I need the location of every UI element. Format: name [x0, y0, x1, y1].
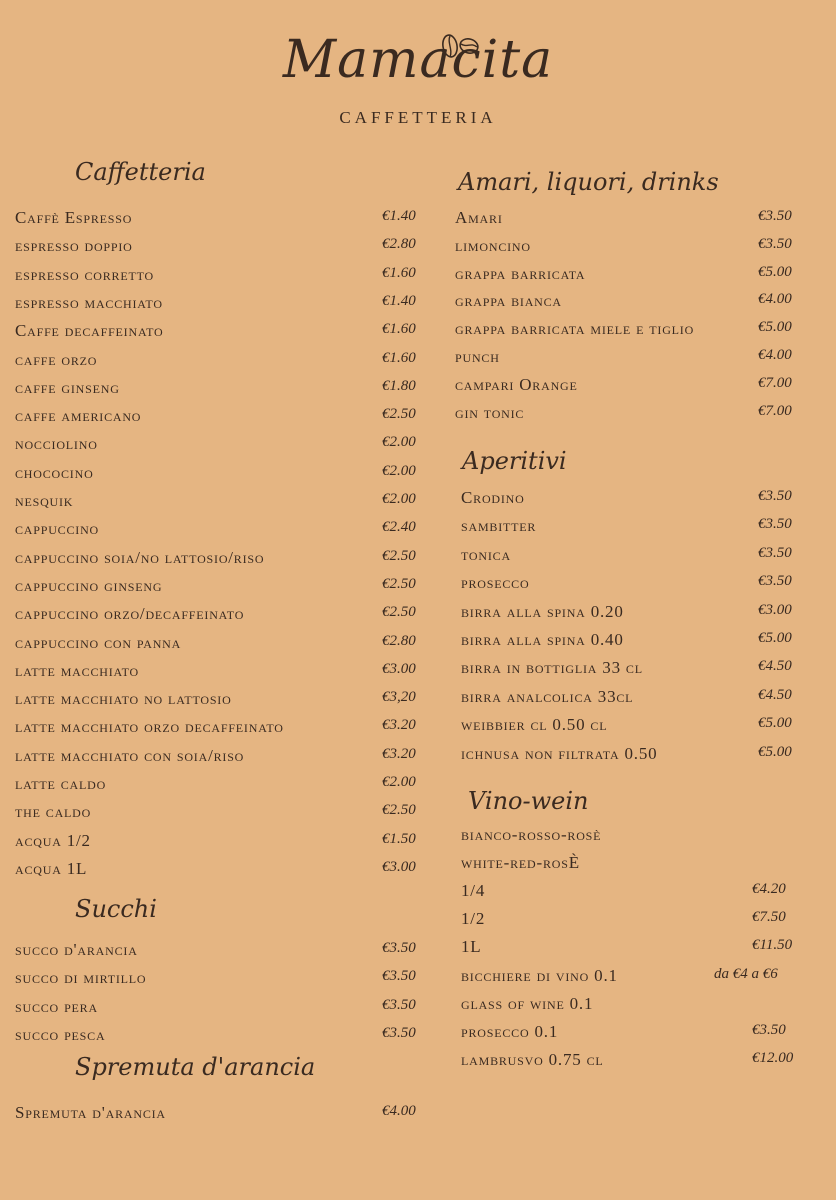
menu-item-name: ichnusa non filtrata 0.50 — [461, 743, 658, 763]
menu-item-name: espresso doppio — [15, 236, 133, 256]
menu-item-name: cappuccino orzo/decaffeinato — [15, 604, 245, 624]
section-heading-spremuta: Spremuta d'arancia — [75, 1053, 316, 1081]
menu-item-price: €3,20 — [382, 689, 416, 706]
menu-item-price: €2.50 — [382, 406, 416, 423]
section-heading-caffetteria: Caffetteria — [75, 158, 206, 186]
menu-item-name: birra alla spina 0.40 — [461, 630, 624, 649]
menu-item-name: nesquik — [15, 491, 74, 510]
menu-item-name: grappa bianca — [455, 291, 562, 311]
menu-item-price: €3.50 — [382, 940, 416, 956]
menu-item-name: espresso corretto — [15, 264, 154, 284]
menu-item-price: €4.50 — [758, 686, 792, 703]
menu-item-name: latte macchiato no lattosio — [15, 689, 232, 709]
menu-item-name: chococino — [15, 462, 94, 482]
menu-item-name: cappuccino soia/no lattosio/riso — [15, 547, 265, 567]
menu-item-name: gin tonic — [455, 402, 525, 422]
brand-subtitle: CAFFETTERIA — [339, 108, 497, 127]
menu-item-price: €4.00 — [758, 347, 792, 363]
menu-item-price: €3.50 — [758, 544, 792, 561]
menu-item-name: birra analcolica 33cl — [461, 686, 634, 706]
menu-item-price: €1.60 — [382, 264, 416, 281]
menu-item-name: bianco-rosso-rosè — [461, 825, 602, 844]
menu-item-price: €2.50 — [382, 802, 416, 819]
menu-item-name: glass of wine 0.1 — [461, 993, 594, 1013]
menu-item-name: cappuccino — [15, 519, 100, 539]
menu-item-name: caffe americano — [15, 406, 142, 426]
menu-item-price: €3.00 — [382, 660, 416, 677]
menu-item-price: €12.00 — [752, 1049, 794, 1066]
menu-item-price: €4.00 — [758, 291, 792, 308]
menu-item-name: Caffe decaffeinato — [15, 321, 164, 341]
menu-item-name: birra in bottiglia 33 cl — [461, 658, 643, 678]
menu-item-price: €1.60 — [382, 349, 416, 366]
menu-item-price: €5.00 — [758, 743, 792, 760]
menu-item-price: €2.00 — [382, 434, 416, 451]
menu-item-price: €3.50 — [758, 516, 792, 533]
menu-item-price: €2.80 — [382, 632, 416, 649]
menu-item-name: white-red-rosÈ — [461, 853, 580, 873]
menu-item-price: €3.50 — [382, 1024, 416, 1041]
menu-item-price: €4.00 — [382, 1103, 416, 1119]
menu-item-price: €4.50 — [758, 658, 792, 675]
menu-item-name: Spremuta d'arancia — [15, 1103, 166, 1122]
menu-item-name: grappa barricata — [455, 263, 586, 283]
section-heading-succhi: Succhi — [75, 895, 157, 923]
menu-item-name: the caldo — [15, 802, 92, 822]
menu-item-price: €7.00 — [758, 374, 792, 391]
menu-item-name: prosecco 0.1 — [461, 1021, 559, 1041]
menu-item-price: €3.50 — [758, 235, 792, 252]
menu-item-name: tonica — [461, 544, 511, 564]
menu-item-price: €3.50 — [758, 573, 792, 590]
brand-name — [283, 30, 553, 90]
menu-item-name: latte caldo — [15, 774, 107, 793]
menu-item-price: €3.50 — [382, 968, 416, 985]
menu-item-name: bicchiere di vino 0.1 — [461, 965, 618, 985]
coffee-bean-icon — [439, 32, 485, 62]
menu-item-price: €7.50 — [752, 909, 786, 926]
menu-item-name: 1L — [461, 937, 482, 957]
menu-item-name: weibbier cl 0.50 cl — [461, 715, 608, 735]
section-heading-vino: Vino-wein — [468, 787, 589, 815]
menu-item-price: €7.00 — [758, 402, 792, 419]
menu-item-price: €2.50 — [382, 575, 416, 592]
menu-item-price: €3.50 — [752, 1021, 786, 1038]
menu-item-name: latte macchiato con soia/riso — [15, 745, 245, 765]
section-heading-aperitivi: Aperitivi — [462, 447, 567, 475]
menu-item-name: cappuccino con panna — [15, 632, 182, 652]
menu-item-name: succo pesca — [15, 1024, 106, 1044]
menu-item-name: acqua 1/2 — [15, 830, 91, 850]
menu-item-price: €3.20 — [382, 717, 416, 734]
menu-item-name: acqua 1L — [15, 858, 88, 878]
menu-item-name: succo pera — [15, 996, 98, 1016]
menu-item-name: caffe orzo — [15, 349, 98, 369]
menu-item-price: €5.00 — [758, 630, 792, 646]
menu-item-price: €2.00 — [382, 491, 416, 507]
menu-item-price: €1.50 — [382, 830, 416, 847]
menu-item-name: sambitter — [461, 516, 537, 536]
menu-item-name: latte macchiato orzo decaffeinato — [15, 717, 284, 737]
menu-item-price: €3.20 — [382, 745, 416, 762]
menu-item-name: caffe ginseng — [15, 377, 120, 397]
brand-name-text: Mamacita — [282, 30, 554, 90]
menu-item-name: latte macchiato — [15, 660, 140, 680]
menu-item-price: €2.80 — [382, 236, 416, 253]
menu-item-price: €1.60 — [382, 321, 416, 338]
menu-item-price: €3.50 — [758, 488, 792, 504]
menu-item-name: 1/2 — [461, 909, 486, 929]
menu-item-price: €3.00 — [382, 858, 416, 875]
menu-item-name: nocciolino — [15, 434, 98, 454]
menu-item-name: cappuccino ginseng — [15, 575, 163, 595]
menu-item-price: €5.00 — [758, 715, 792, 732]
menu-item-price: €1.40 — [382, 292, 416, 309]
menu-item-name: Caffè Espresso — [15, 208, 133, 227]
menu-item-name: limoncino — [455, 235, 531, 255]
menu-item-name: Crodino — [461, 488, 525, 507]
menu-item-name: succo d'arancia — [15, 940, 138, 959]
menu-item-price: €2.50 — [382, 604, 416, 621]
menu-item-name: Amari — [455, 208, 503, 227]
menu-item-price: da €4 a €6 — [714, 965, 778, 982]
menu-item-price: €3.00 — [758, 601, 792, 618]
menu-item-price: €3.50 — [382, 996, 416, 1013]
menu-item-name: succo di mirtillo — [15, 968, 147, 988]
menu-item-name: prosecco — [461, 573, 530, 593]
menu-item-price: €2.50 — [382, 547, 416, 564]
logo — [0, 30, 836, 128]
menu-item-price: €2.00 — [382, 462, 416, 479]
menu-item-price: €11.50 — [752, 937, 793, 954]
menu-item-price: €2.00 — [382, 774, 416, 790]
menu-item-name: lambrusvo 0.75 cl — [461, 1049, 604, 1069]
menu-item-name: 1/4 — [461, 881, 486, 901]
menu-item-price: €1.80 — [382, 377, 416, 394]
menu-item-name: birra alla spina 0.20 — [461, 601, 624, 621]
menu-item-price: €4.20 — [752, 881, 786, 898]
menu-item-price: €5.00 — [758, 319, 792, 336]
menu-item-price: €1.40 — [382, 208, 416, 224]
menu-item-price: €5.00 — [758, 263, 792, 280]
menu-item-price: €3.50 — [758, 208, 792, 224]
menu-item-name: espresso macchiato — [15, 292, 163, 312]
menu-item-name: grappa barricata miele e tiglio — [455, 319, 695, 339]
section-heading-amari: Amari, liquori, drinks — [458, 168, 719, 196]
menu-item-name: campari Orange — [455, 374, 578, 394]
menu-item-name: punch — [455, 347, 500, 366]
menu-item-price: €2.40 — [382, 519, 416, 536]
